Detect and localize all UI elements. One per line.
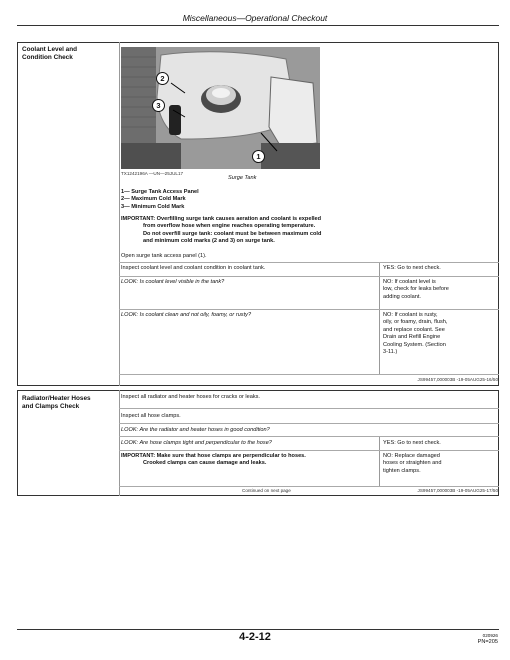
title-line: and Clamps Check <box>22 403 80 410</box>
look-coolant-level: LOOK: Is coolant level visible in the tank? <box>121 279 225 285</box>
coolant-section-title <box>22 46 77 62</box>
important-line: IMPORTANT: Overfilling surge tank causes aeration and coolant is expelled <box>121 216 322 222</box>
look-coolant-condition: LOOK: Is coolant clean and not oily, foamy, or rusty? <box>121 312 252 318</box>
important-line: from overflow hose when engine reaches operating temperature. <box>143 223 316 230</box>
footer-rule <box>17 629 499 630</box>
row-divider <box>119 374 499 375</box>
figure-caption: Surge Tank <box>228 175 257 181</box>
important-line: Do not overfill surge tank: coolant must be between maximum cold <box>143 230 322 237</box>
column-divider <box>379 262 380 374</box>
continued-note: Continued on next page <box>242 488 291 493</box>
important-line: IMPORTANT: Make sure that hose clamps are perpendicular to hoses. <box>121 453 306 459</box>
no-line: Cooling System. (Section <box>383 341 446 348</box>
column-divider <box>119 42 120 386</box>
no-line: NO: Replace damaged <box>383 453 440 459</box>
coolant-reference-code: JS99457,000003B -19-05AUG25-16/50 <box>417 377 498 382</box>
pn-number: PN=205 <box>477 639 498 645</box>
important-note <box>121 453 377 468</box>
important-line: and minimum cold marks (2 and 3) on surge tank. <box>143 238 275 245</box>
no-line: adding coolant. <box>383 293 421 300</box>
header-rule <box>17 25 499 26</box>
callout-1: 1 <box>252 150 265 163</box>
title-line: Radiator/Heater Hoses <box>22 395 91 402</box>
no-line: Drain and Refill Engine <box>383 334 441 341</box>
no-line: low, check for leaks before <box>383 286 449 293</box>
row-divider <box>119 276 499 277</box>
legend-item: 2— Maximum Cold Mark <box>121 196 186 203</box>
row-divider <box>119 408 499 409</box>
no-line: 3-11.) <box>383 349 398 356</box>
no-result-level <box>383 279 449 301</box>
surge-tank-illustration <box>121 47 320 169</box>
important-note <box>121 216 377 246</box>
inspect-hoses-instruction: Inspect all radiator and heater hoses for cracks or leaks. <box>121 394 260 400</box>
title-line: Condition Check <box>22 54 73 61</box>
figure-legend <box>121 189 199 211</box>
callout-3: 3 <box>152 99 165 112</box>
yes-result: YES: Go to next check. <box>383 265 441 271</box>
row-divider <box>119 436 499 437</box>
no-line: NO: If coolant level is <box>383 279 436 285</box>
row-divider <box>119 450 499 451</box>
figure-reference: TX1242196A —UN—25JUL17 <box>121 171 184 176</box>
page-number: 4-2-12 <box>239 631 271 643</box>
no-line: oily, or foamy, drain, flush, <box>383 319 448 326</box>
yes-result: YES: Go to next check. <box>383 440 441 446</box>
important-line: Crooked clamps can cause damage and leaks. <box>143 460 267 467</box>
row-divider <box>119 486 499 487</box>
inspect-clamps-instruction: Inspect all hose clamps. <box>121 413 181 419</box>
radiator-section-title <box>22 395 91 411</box>
look-hoses-condition: LOOK: Are the radiator and heater hoses in good condition? <box>121 427 270 433</box>
look-clamps-condition: LOOK: Are hose clamps tight and perpendicular to the hose? <box>121 440 272 446</box>
callout-2: 2 <box>156 72 169 85</box>
title-line: Coolant Level and <box>22 46 78 53</box>
row-divider <box>119 262 499 263</box>
column-divider <box>379 436 380 486</box>
inspect-coolant-instruction: Inspect coolant level and coolant condition in coolant tank. <box>121 265 266 271</box>
footer-code: 020926 <box>482 633 498 638</box>
no-result-clamps <box>383 453 441 475</box>
column-divider <box>119 390 120 496</box>
no-result-condition <box>383 312 447 356</box>
row-divider <box>119 309 499 310</box>
no-line: NO: If coolant is rusty, <box>383 312 438 318</box>
radiator-reference-code: JS99457,000003B -19-05AUG25-17/50 <box>417 488 498 493</box>
row-divider <box>119 423 499 424</box>
legend-item: 3— Minimum Cold Mark <box>121 203 185 210</box>
no-line: and replace coolant. See <box>383 326 445 333</box>
no-line: hoses or straighten and <box>383 460 442 467</box>
surge-tank-photo <box>121 47 320 169</box>
open-panel-instruction: Open surge tank access panel (1). <box>121 253 207 259</box>
page-header-title: Miscellaneous—Operational Checkout <box>182 13 328 23</box>
no-line: tighten clamps. <box>383 467 421 474</box>
legend-item: 1— Surge Tank Access Panel <box>121 189 199 195</box>
